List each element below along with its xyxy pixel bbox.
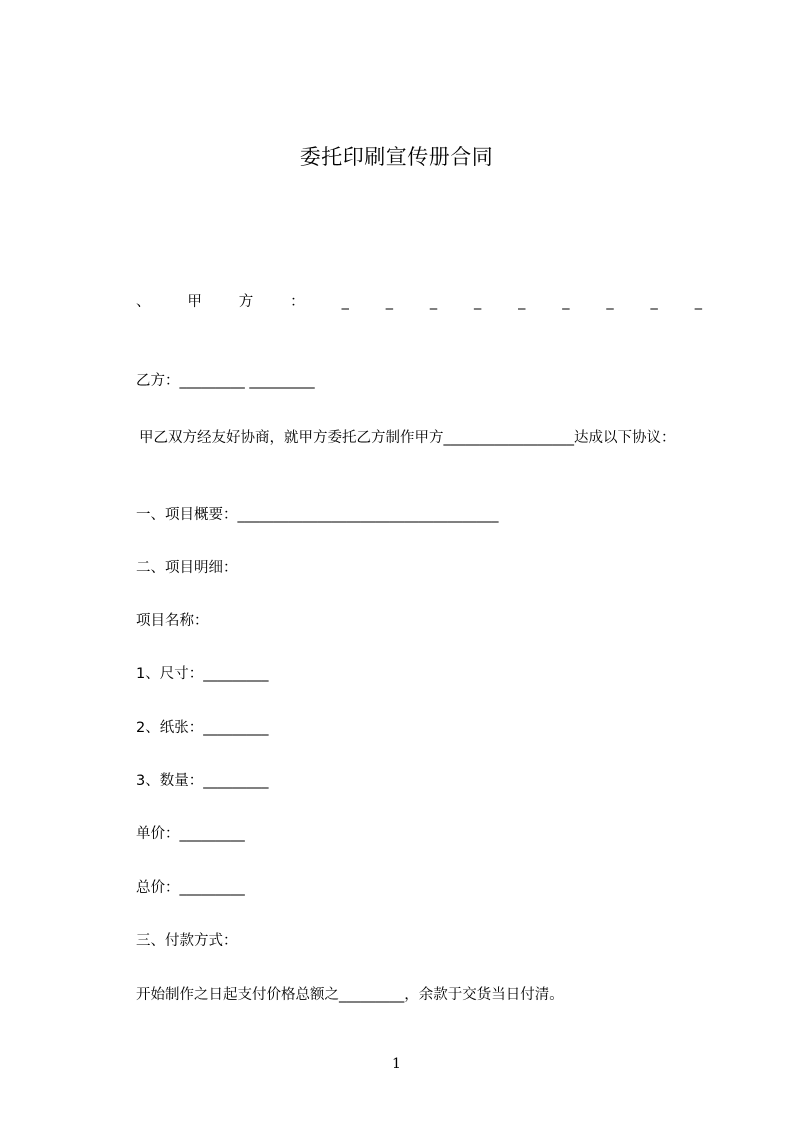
- section-3-heading: 三、付款方式：: [136, 933, 238, 949]
- section-2-heading: 二、项目明细：: [136, 560, 238, 576]
- party-a-line: [136, 292, 702, 312]
- party-a-char: ：: [290, 294, 305, 310]
- document-title: 委托印刷宣传册合同: [299, 145, 494, 169]
- unit-price-line: 单价：_________: [136, 826, 245, 842]
- item-size-line: 1、尺寸：_________: [136, 666, 269, 682]
- party-a-blank: _: [473, 294, 482, 310]
- item-quantity-line: 3、数量：_________: [136, 773, 269, 789]
- party-a-blank: _: [429, 294, 438, 310]
- party-a-blank: _: [562, 294, 570, 310]
- intro-paragraph: 甲乙双方经友好协商，就甲方委托乙方制作甲方__________________达成以下协议：: [139, 430, 676, 446]
- party-b-line: 乙方：_________ _________: [136, 373, 315, 389]
- payment-terms-line: 开始制作之日起支付价格总额之_________，余款于交货当日付清。: [136, 987, 564, 1003]
- party-a-blank: _: [694, 294, 702, 310]
- page-number: 1: [392, 1056, 401, 1072]
- party-a-blank: _: [341, 294, 349, 310]
- party-a-char: 甲: [187, 294, 202, 310]
- item-paper-line: 2、纸张：_________: [136, 720, 269, 736]
- item-name-line: 项目名称：: [136, 613, 209, 629]
- party-a-char: 方: [238, 294, 254, 310]
- total-price-line: 总价：_________: [136, 880, 245, 896]
- party-a-blank: _: [650, 294, 658, 310]
- section-1-overview: 一、项目概要：____________________________________: [136, 507, 499, 523]
- party-a-char: 、: [136, 294, 151, 310]
- party-a-blank: _: [518, 294, 526, 310]
- party-a-blank: _: [606, 294, 614, 310]
- party-a-blank: _: [385, 294, 393, 310]
